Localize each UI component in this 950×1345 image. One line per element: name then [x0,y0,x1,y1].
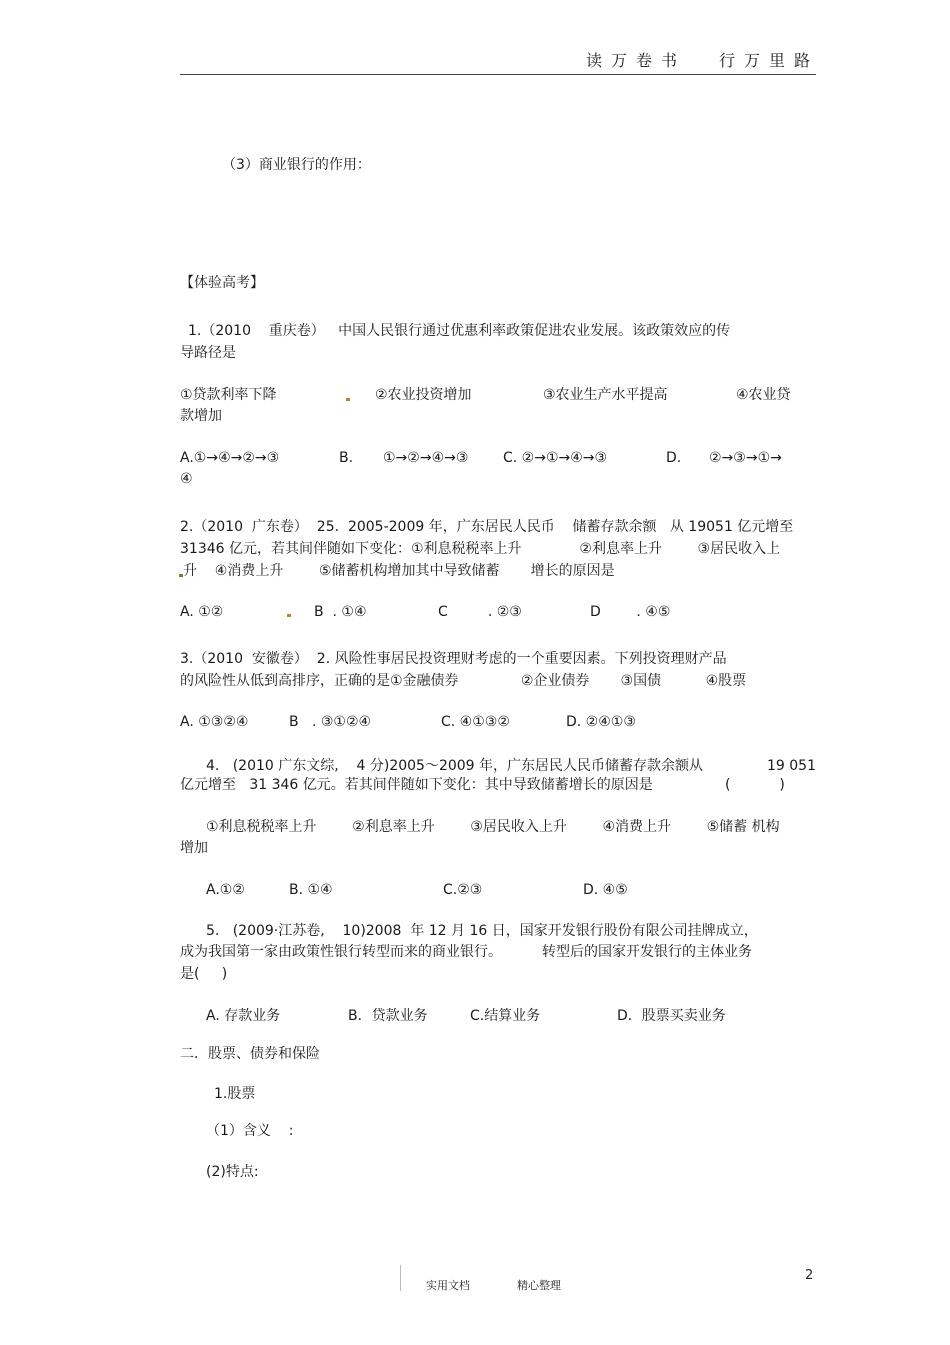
q2-option-a: A. ①② [180,604,224,620]
q1-option-b-label: B. [339,450,354,466]
q2-option-d: D . ④⑤ [590,604,671,620]
stray-mark [346,398,350,401]
q2-line-3: 升 ④消费上升 ⑤储蓄机构增加其中导致储蓄 增长的原因是 [183,563,615,579]
footer-divider [400,1265,401,1291]
section-heading: （3）商业银行的作用： [222,157,371,173]
q4-amount: 19 051 [767,758,816,774]
q3-option-a: A. ①③②④ [180,714,249,730]
q2-option-c: C . ②③ [438,604,522,620]
q5-line-3: 是( ) [180,966,228,982]
q3-option-b: B . ③①②④ [289,714,372,730]
q5-option-a: A. 存款业务 [206,1008,281,1024]
q1-option-d-label: D. [666,450,682,466]
q4-option-a: A.①② [206,882,245,898]
page-number: 2 [805,1268,814,1283]
footer-right: 精心整理 [517,1279,561,1292]
q5-option-d: D．股票买卖业务 [617,1008,726,1024]
q1-option-b: ①→②→④→③ [383,450,469,466]
stray-mark [287,614,291,617]
header-right: 行万里路 [719,51,820,70]
section-two-heading: 二．股票、债券和保险 [180,1046,320,1062]
q1-line-1: 1.（2010 重庆卷） 中国人民银行通过优惠利率政策促进农业发展。该政策效应的传 [188,323,731,339]
q1-option-a: A.①→④→②→③ [180,450,280,466]
q3-line-1: 3.（2010 安徽卷） 2. 风险性事居民投资理财考虑的一个重要因素。下列投资理财产品 [180,651,727,667]
experience-heading: 【体验高考】 [180,275,264,291]
q1-item-2: ②农业投资增加 [375,387,472,403]
q1-item-3: ③农业生产水平提高 [543,387,668,403]
q1-option-d: ②→③→①→ [709,450,782,466]
q1-item-4-cont: 款增加 [180,408,222,424]
q4-option-d: D. ④⑤ [583,882,628,898]
q4-line-2: 亿元增至 31 346 亿元。若其间伴随如下变化：其中导致储蓄增长的原因是 [180,777,653,793]
q1-option-c: C. ②→①→④→③ [503,450,608,466]
q2-line-1: 2.（2010 广东卷） 25. 2005-2009 年，广东居民人民币 储蓄存款余额 从 19051 亿元增至 [180,519,794,535]
q4-blank: ( ) [725,777,785,793]
q5-line-2: 成为我国第一家由政策性银行转型而来的商业银行。 转型后的国家开发银行的主体业务 [180,944,753,960]
q1-item-4: ④农业贷 [736,387,791,403]
q5-option-b: B．贷款业务 [348,1008,428,1024]
q1-line-2: 导路径是 [180,345,236,361]
q1-item-1: ①贷款利率下降 [180,387,277,403]
stock-features: (2)特点: [206,1164,259,1180]
q3-option-c: C. ④①③② [441,714,510,730]
q5-option-c: C.结算业务 [470,1008,541,1024]
q4-items-cont: 增加 [180,840,208,856]
q4-option-b: B. ①④ [289,882,333,898]
q5-line-1: 5. (2009·江苏卷, 10)2008 年 12 月 16 日，国家开发银行股份有限公司挂牌成立， [206,923,758,939]
q3-option-d: D. ②④①③ [566,714,636,730]
q4-option-c: C.②③ [443,882,483,898]
header-rule [180,74,816,75]
header-left: 读万卷书 [586,51,687,70]
stock-heading: 1.股票 [214,1086,256,1102]
q4-items: ①利息税税率上升 ②利息率上升 ③居民收入上升 ④消费上升 ⑤储蓄 机构 [206,819,780,835]
q4-line-1: 4. (2010 广东文综, 4 分)2005～2009 年，广东居民人民币储蓄存款余额从 [206,758,704,774]
q2-line-2: 31346 亿元，若其间伴随如下变化：①利息税税率上升 ②利息率上升 ③居民收入上 [180,541,781,557]
stock-meaning: （1）含义 : [206,1123,294,1139]
q2-option-b: B . ①④ [314,604,367,620]
q3-line-2: 的风险性从低到高排序，正确的是①金融债券 ②企业债券 ③国债 ④股票 [180,673,747,689]
footer-left: 实用文档 [426,1279,470,1292]
q1-option-d-cont: ④ [180,471,193,487]
